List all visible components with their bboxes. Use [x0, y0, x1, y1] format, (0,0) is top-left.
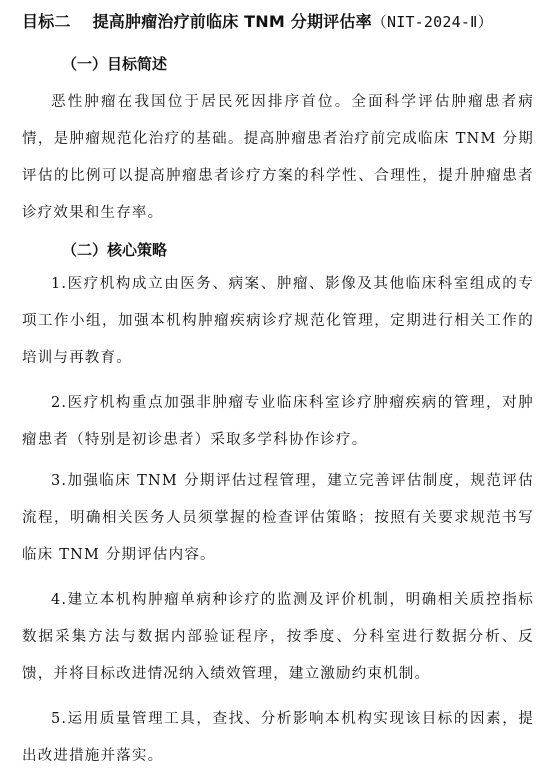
overview-paragraph: 恶性肿瘤在我国位于居民死因排序首位。全面科学评估肿瘤患者病情，是肿瘤规范化治疗的基础。提高肿瘤患者治疗前完成临床 TNM 分期评估的比例可以提高肿瘤患者诊疗方案的科学性、合理性，提升肿瘤患者诊疗效果和生存率。 [22, 94, 534, 221]
strategy-item-1: 1.医疗机构成立由医务、病案、肿瘤、影像及其他临床科室组成的专项工作小组，加强本机构肿瘤疾病诊疗规范化管理，定期进行相关工作的培训与再教育。 [22, 276, 534, 366]
goal-title: 提高肿瘤治疗前临床 TNM 分期评估率 [92, 12, 372, 31]
section-heading-overview: （一）目标简述 [62, 55, 168, 73]
strategy-item-3: 3.加强临床 TNM 分期评估过程管理，建立完善评估制度，规范评估流程，明确相关医务人员须掌握的检查评估策略；按照有关要求规范书写临床 TNM 分期评估内容。 [22, 473, 534, 563]
strategy-item-5: 5.运用质量管理工具，查找、分析影响本机构实现该目标的因素，提出改进措施并落实。 [22, 711, 534, 764]
strategy-item-4: 4.建立本机构肿瘤单病种诊疗的监测及评价机制，明确相关质控指标数据采集方法与数据内部验证程序，按季度、分科室进行数据分析、反馈，并将目标改进情况纳入绩效管理，建立激励约束机制。 [22, 592, 534, 682]
page-title [22, 11, 552, 33]
goal-code: （NIT-2024-Ⅱ） [371, 13, 493, 31]
goal-label: 目标二 [22, 12, 71, 31]
strategy-item-2: 2.医疗机构重点加强非肿瘤专业临床科室诊疗肿瘤疾病的管理，对肿瘤患者（特别是初诊患者）采取多学科协作诊疗。 [22, 395, 534, 448]
section-heading-strategy: （二）核心策略 [62, 241, 168, 259]
